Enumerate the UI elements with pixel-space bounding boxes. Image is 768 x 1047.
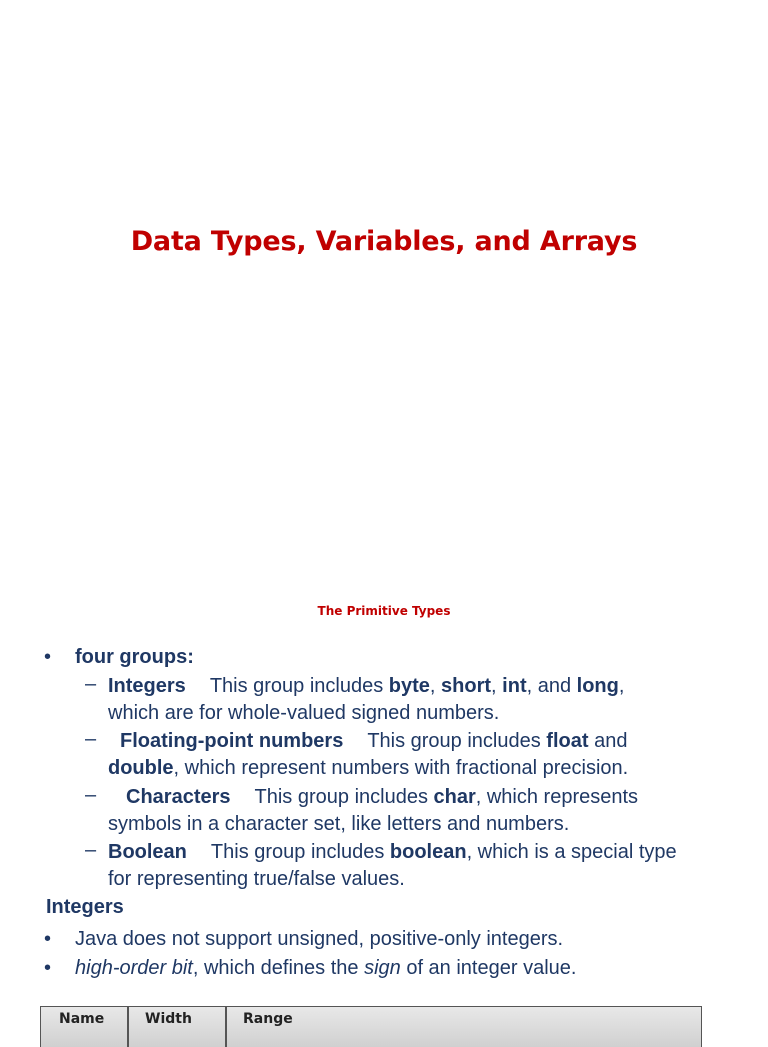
keyword: float <box>546 730 589 752</box>
section-subtitle: The Primitive Types <box>317 604 451 618</box>
group-text: , which is a special type <box>466 841 677 863</box>
bullet-icon: • <box>44 957 52 979</box>
dash-icon: – <box>85 784 97 806</box>
italic-term: sign <box>364 957 401 979</box>
keyword: double <box>108 757 174 779</box>
group-text: , <box>429 675 442 697</box>
group-name: Integers <box>108 675 186 697</box>
bullet-text-part: , which defines the <box>192 957 365 979</box>
group-text: This group includes <box>209 675 389 697</box>
keyword: long <box>576 675 619 697</box>
group-floating-point <box>108 728 748 782</box>
group-characters <box>108 784 748 838</box>
group-text: symbols in a character set, like letters and numbers. <box>108 813 570 835</box>
italic-term: high-order bit <box>75 957 193 979</box>
group-text: for representing true/false values. <box>108 868 405 890</box>
group-text: , <box>491 675 503 697</box>
group-text: , which represent numbers with fractional precision. <box>173 757 629 779</box>
integer-types-table <box>40 1006 702 1047</box>
bullet-text <box>75 955 576 982</box>
keyword: boolean <box>389 841 467 863</box>
dash-icon: – <box>85 728 97 750</box>
bullet-icon: • <box>44 646 52 668</box>
group-text: This group includes <box>254 786 434 808</box>
table-header-name: Name <box>59 1011 105 1027</box>
group-text: This group includes <box>210 841 390 863</box>
bullet-text: Java does not support unsigned, positive-only integers. <box>75 928 564 950</box>
group-name: Boolean <box>108 841 187 863</box>
column-divider <box>127 1007 129 1047</box>
group-text: , <box>618 675 625 697</box>
bullet-icon: • <box>44 928 52 950</box>
group-text: , which represents <box>475 786 639 808</box>
group-text: and <box>588 730 628 752</box>
group-text: which are for whole-valued signed numbers. <box>108 702 500 724</box>
keyword: byte <box>388 675 430 697</box>
groups-intro: four groups: <box>75 646 194 668</box>
group-integers <box>108 673 748 727</box>
bullet-text-part: of an integer value. <box>400 957 577 979</box>
dash-icon: – <box>85 839 97 861</box>
group-name: Floating-point numbers <box>120 730 344 752</box>
group-text: This group includes <box>367 730 547 752</box>
dash-icon: – <box>85 673 97 695</box>
column-divider <box>225 1007 227 1047</box>
table-header-range: Range <box>243 1011 293 1027</box>
group-text: , and <box>526 675 577 697</box>
group-boolean <box>108 839 748 893</box>
slide-title: Data Types, Variables, and Arrays <box>130 226 638 257</box>
keyword: short <box>441 675 492 697</box>
integers-heading: Integers <box>46 896 124 918</box>
keyword: char <box>433 786 476 808</box>
table-header-width: Width <box>145 1011 192 1027</box>
keyword: int <box>502 675 527 697</box>
group-name: Characters <box>126 786 231 808</box>
